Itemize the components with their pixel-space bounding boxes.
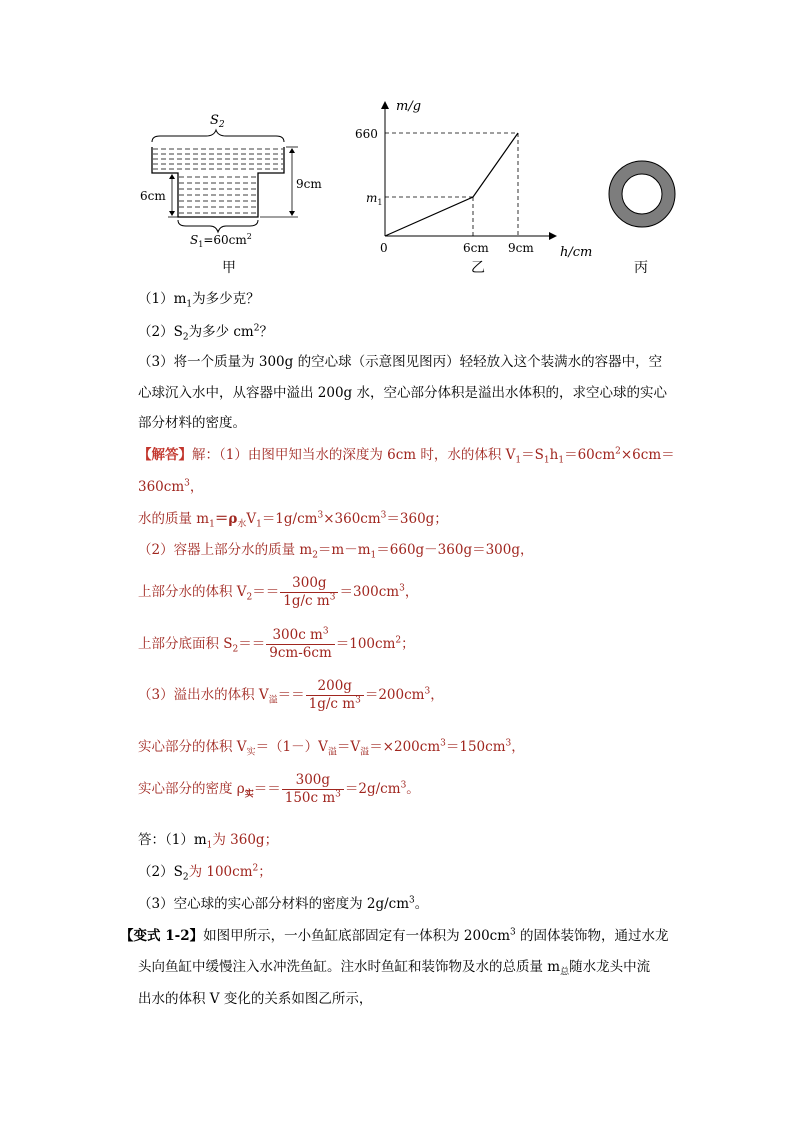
figure-bing (609, 161, 675, 276)
label-s2: $S_2$ (210, 113, 225, 130)
question-3-line-2: 心球沉入水中，从容器中溢出 200g 水，空心部分体积是溢出水体积的，求空心球的实心 (138, 385, 667, 401)
label-s1: $S_1=60cm^2$ (190, 232, 252, 249)
y-axis-label: m/g (396, 99, 422, 114)
tick-6cm: 6cm (463, 241, 489, 255)
fraction-v-overflow: $\frac{200g}{1g/c m^3}$ (306, 678, 364, 713)
answer-line-3: 水的质量 $m_1=\rho_水V_1=1g/cm^3\times 360cm^3=360g$； (138, 510, 448, 530)
tick-m1: $m_1$ (366, 191, 383, 207)
hollow-ball-inner (622, 174, 662, 214)
answer-line-5: 上部分水的体积 $V_2==$ $\frac{300g}{1g/c m^3}$ $=300cm^3$， (138, 575, 419, 609)
answer-line-7: （3）溢出水的体积 $V_溢==$ $\frac{200g}{1g/c m^3}$ $=200cm^3$， (138, 678, 444, 712)
question-3-line-1: （3）将一个质量为 300g 的空心球（示意图见图丙）轻轻放入这个装满水的容器中，空 (138, 354, 663, 370)
answer-summary-3: （3）空心球的实心部分材料的密度为 $2g/cm^3$。 (138, 895, 429, 912)
variant-line-3: 出水的体积 V 变化的关系如图乙所示， (138, 991, 373, 1007)
data-line (385, 133, 518, 236)
fraction-s2: $\frac{300c m^3}{9cm-6cm}$ (266, 627, 334, 662)
answer-line-2: $360cm^3$， (138, 478, 204, 495)
s2-brace (152, 130, 284, 142)
label-6cm: 6cm (140, 189, 166, 203)
water-lines (153, 149, 283, 213)
question-2: $(2)S_2$为多少 $cm^2$？ (138, 323, 273, 343)
figure-yi (355, 99, 592, 276)
s1-brace (178, 220, 258, 232)
variant-line-1: 【变式 1-2】如图甲所示，一小鱼缸底部固定有一体积为 $200cm^3$ 的固体装饰物，通过水龙 (120, 927, 669, 944)
answer-summary-1: 答：$(1)m_1$为 360g； (138, 832, 279, 851)
answer-line-6: 上部分底面积 $S_2==$ $\frac{300c m^3}{9cm-6cm}$ $=100cm^2$； (138, 626, 415, 661)
guide-lines (385, 133, 518, 236)
tick-660: 660 (355, 127, 378, 141)
question-1: $(1)m_1$为多少克？ (138, 291, 260, 310)
caption-yi: 乙 (471, 260, 485, 276)
x-axis-label: h/cm (560, 245, 593, 260)
tick-0: 0 (380, 241, 388, 255)
answer-line-1: 【解答】解：（1）由图甲知当水的深度为 6cm 时，水的体积 $V_1=S_1h_1=60cm^2\times 6cm=$ (138, 446, 675, 466)
figure-jia (140, 113, 322, 276)
figures-area (0, 0, 794, 290)
tick-9cm: 9cm (508, 241, 534, 255)
answer-line-8: 实心部分的体积 $V_实=(1-)V_溢=V_溢=\times 200cm^3=150cm^3$， (138, 738, 525, 758)
question-3-line-3: 部分材料的密度。 (138, 415, 246, 431)
variant-line-2: 头向鱼缸中缓慢注入水冲洗鱼缸。注水时鱼缸和装饰物及水的总质量 $m_总$随水龙头中流 (138, 959, 651, 978)
answer-line-9: 实心部分的密度 $\rho_实==$ $\frac{300g}{150c m^3}$ $=2g/cm^3$。 (138, 772, 420, 806)
caption-jia: 甲 (222, 260, 236, 276)
fraction-v2: $\frac{300g}{1g/c m^3}$ (280, 575, 338, 610)
caption-bing: 丙 (634, 260, 648, 276)
fraction-density: $\frac{300g}{150c m^3}$ (282, 772, 344, 807)
answer-summary-2: $(2)S_2$为 $100cm^2$； (138, 863, 272, 883)
answer-tag: 【解答】 (138, 447, 192, 463)
variant-tag: 【变式 1-2】 (120, 928, 204, 944)
label-9cm: 9cm (296, 177, 322, 191)
answer-line-4: （2）容器上部分水的质量 $m_2=m-m_1=660g-360g=300g$， (138, 542, 534, 561)
